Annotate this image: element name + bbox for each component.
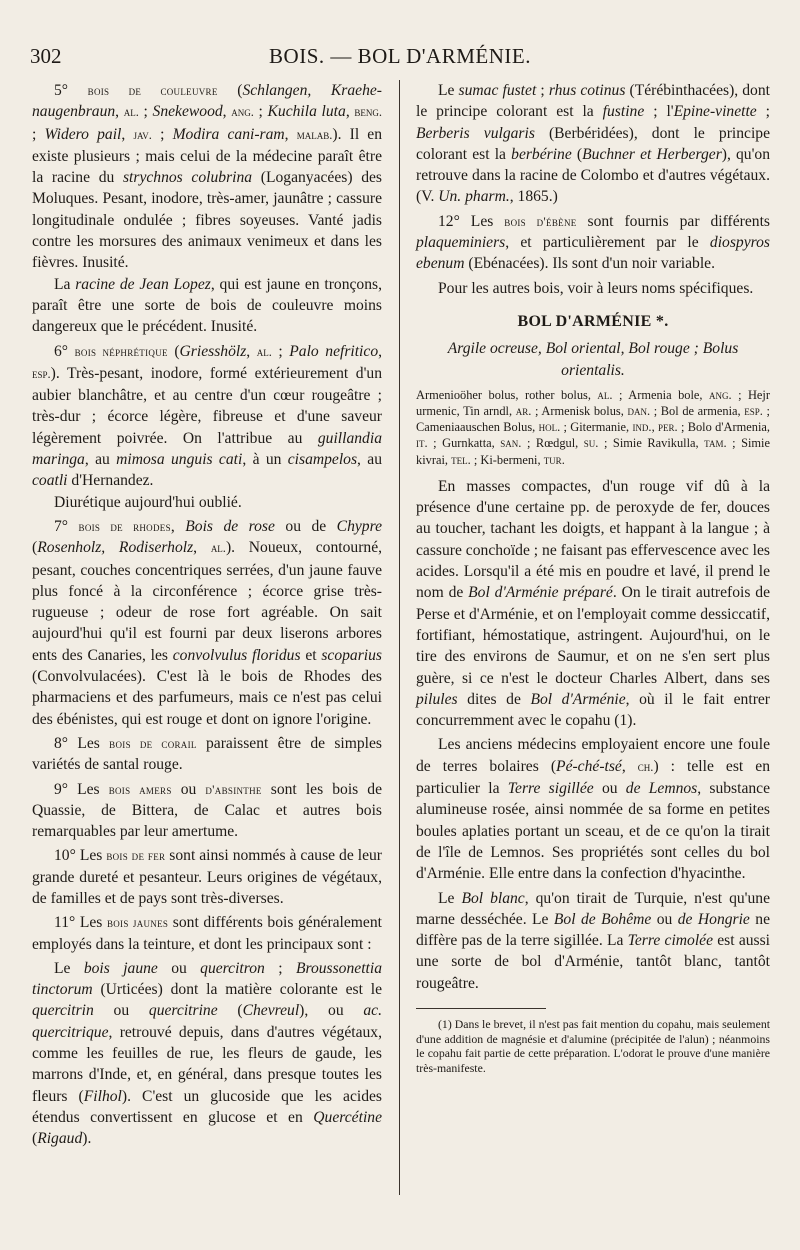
footnote-rule [416, 1008, 546, 1009]
synonym-heading: Argile ocreuse, Bol oriental, Bol rouge ; Bolus orientalis. [447, 340, 739, 379]
paragraph-description: En masses compactes, d'un rouge vif dû à la présence d'une certaine pp. de peroxyde de fer, douces au toucher, tachant les doigts, et happant à la langue ; à cassure conchoïde ; ne faisant pas effervescence avec les acides. Lorsqu'il a été mis en poudre et lavé, il prend le nom de Bol d'Arménie préparé. On le tirait autrefois de Perse et d'Arménie, et on l'employait comme dessiccatif, fortifiant, hémostatique, astringent. Aujourd'hui, on le tire des environs de Saumur, et on ne s'en sert plus guère, si ce n'est le docteur Charles Albert, dans ses pilules dites de Bol d'Arménie, où il le fait entrer concurremment avec le copahu (1). [416, 477, 770, 730]
paragraph-bol-blanc: Le Bol blanc, qu'on tirait de Turquie, n'est qu'une marne desséchée. Le Bol de Bohême ou de Hongrie ne diffère pas de la terre sigillée. La Terre cimolée est aussi une sorte de bol d'Arménie, tantôt blanc, tantôt rougeâtre. [416, 889, 771, 992]
paragraph-terres-bolaires: Les anciens médecins employaient encore une foule de terres bolaires (Pé-ché-tsé, ch.) : telle est en particulier la Terre sigillée ou de Lemnos, substance alumineuse rosée, ainsi nommée de sa forme en petites boules aplaties portant un sceau, et de ce qu'on la tirait de l'île de Lemnos. Ses propriétés sont celles du bol d'Arménie. Elle entre dans la confection d'hyacinthe. [416, 736, 771, 883]
entry-bois-de-couleuvre: 5° bois de couleuvre (Schlangen, Kraehe-naugenbraun, al. ; Snekewood, ang. ; Kuchila luta, beng. ; Widero pail, jav. ; Modira cani-ram, malab.). Il en existe plusieurs ; mais celui de la médecine paraît être la racine du strychnos colubrina (Loganyacées) des Moluques. Pesant, inodore, très-amer, jaunâtre ; cassure longitudinale ondulée ; fibres soyeuses. Vanté jadis contre les morsures des animaux venimeux et dans les fièvres. Inusité. [32, 82, 383, 272]
paragraph-bois-jaune-quercitron: Le bois jaune ou quercitron ; Broussonettia tinctorum (Urticées) dont la matière colorante est le quercitrin ou quercitrine (Chevreul), ou ac. quercitrique, retrouvé depuis, dans d'autres végétaux, comme les feuilles de rue, les fleurs de gaude, les marrons d'Inde, et, en général, dans presque toutes les fleurs (Filhol). C'est un glucoside que les acides étendus convertissent en glucose et en Quercétine (Rigaud). [32, 959, 382, 1148]
footnote: (1) Dans le brevet, il n'est pas fait mention du copahu, mais seulement d'une addition de magnésie et d'alumine (précipitée de l'alun) ; néanmoins le copahu fait partie de cette préparation. L'odorat le prouve d'une manière très-manifeste. [416, 1017, 770, 1075]
entry-bois-de-rhodes: 7° bois de rhodes, Bois de rose ou de Chypre (Rosenholz, Rodiserholz, al.). Noueux, contourné, pesant, couches concentriques serrées, d'un jaune fauve plus foncé à la circonférence ; écorce grise très-rugueuse ; odeur de rose fort agréable. On sait aujourd'hui qu'il est fourni par deux liserons arbores ents des Canaries, les convolvulus floridus et scoparius (Convolvulacées). C'est là le bois de Rhodes des pharmaciens et des parfumeurs, mais ce n'est pas celui des ébénistes, qui est rouge et dont on ignore l'origine. [32, 517, 383, 728]
running-title: BOIS. — BOL D'ARMÉNIE. [269, 44, 531, 68]
right-column [416, 80, 770, 1075]
paragraph-autres-bois: Pour les autres bois, voir à leurs noms spécifiques. [438, 279, 754, 297]
page-header [30, 44, 770, 74]
paragraph-racine-jean-lopez: La racine de Jean Lopez, qui est jaune en tronçons, paraît être une sorte de bois de couleuvre moins dangereux que le précédent. Inusité. [32, 275, 382, 336]
entry-bois-amers: 9° Les bois amers ou d'absinthe sont les bois de Quassie, de Bittera, de Calac et autres bois remarquables par leur amertume. [32, 780, 383, 841]
left-column [32, 80, 382, 1150]
synonym-list: Armenioöher bolus, rother bolus, al. ; Armenia bole, ang. ; Hejr urmenic, Tin arndl, ar. ; Armenisk bolus, dan. ; Bol de armenia, esp. ; Cameniaauschen Bolus, hol. ; Gitermanie, ind., per. ; Bolo d'Armenia, it. ; Gurnkatta, san. ; Rœdgul, su. ; Simie Ravikulla, tam. ; Simie kivrai, tel. ; Ki-bermeni, tur. [416, 387, 770, 467]
entry-bois-d-ebene: 12° Les bois d'ébène sont fournis par différents plaqueminiers, et particulièrement par le diospyros ebenum (Ebénacées). Ils sont d'un noir variable. [416, 212, 770, 273]
entry-bois-nephretique: 6° bois néphrétique (Griesshölz, al. ; Palo nefritico, esp.). Très-pesant, inodore, formé extérieurement d'un aubier blanchâtre, et au centre d'un cœur rougeâtre ; très-dur ; écorce légère, fibreuse et d'une saveur légèrement poivrée. On l'attribue au guillandia maringa, au mimosa unguis cati, à un cisampelos, au coatli d'Hernandez. [32, 342, 383, 490]
section-heading: BOL D'ARMÉNIE *. [517, 312, 669, 330]
page-number: 302 [30, 44, 62, 68]
entry-bois-de-fer: 10° Les bois de fer sont ainsi nommés à cause de leur grande dureté et pesanteur. Leurs origines de végétaux, de familles et de pays sont très-diverses. [32, 847, 382, 907]
paragraph-diuretique: Diurétique aujourd'hui oublié. [54, 493, 242, 511]
paragraph-sumac-fustet: Le sumac fustet ; rhus cotinus (Térébinthacées), dont le principe colorant est la fustine ; l'Epine-vinette ; Berberis vulgaris (Berbéridées), dont le principe colorant est la berbérine (Buchner et Herberger), qu'on retrouve dans la racine de Colombo et d'autres végétaux. (V. Un. pharm., 1865.) [416, 82, 771, 206]
column-divider [399, 80, 400, 1195]
entry-bois-de-corail: 8° Les bois de corail paraissent être de simples variétés de santal rouge. [32, 734, 382, 774]
entry-bois-jaunes: 11° Les bois jaunes sont différents bois généralement employés dans la teinture, et dont les principaux sont : [32, 914, 382, 953]
